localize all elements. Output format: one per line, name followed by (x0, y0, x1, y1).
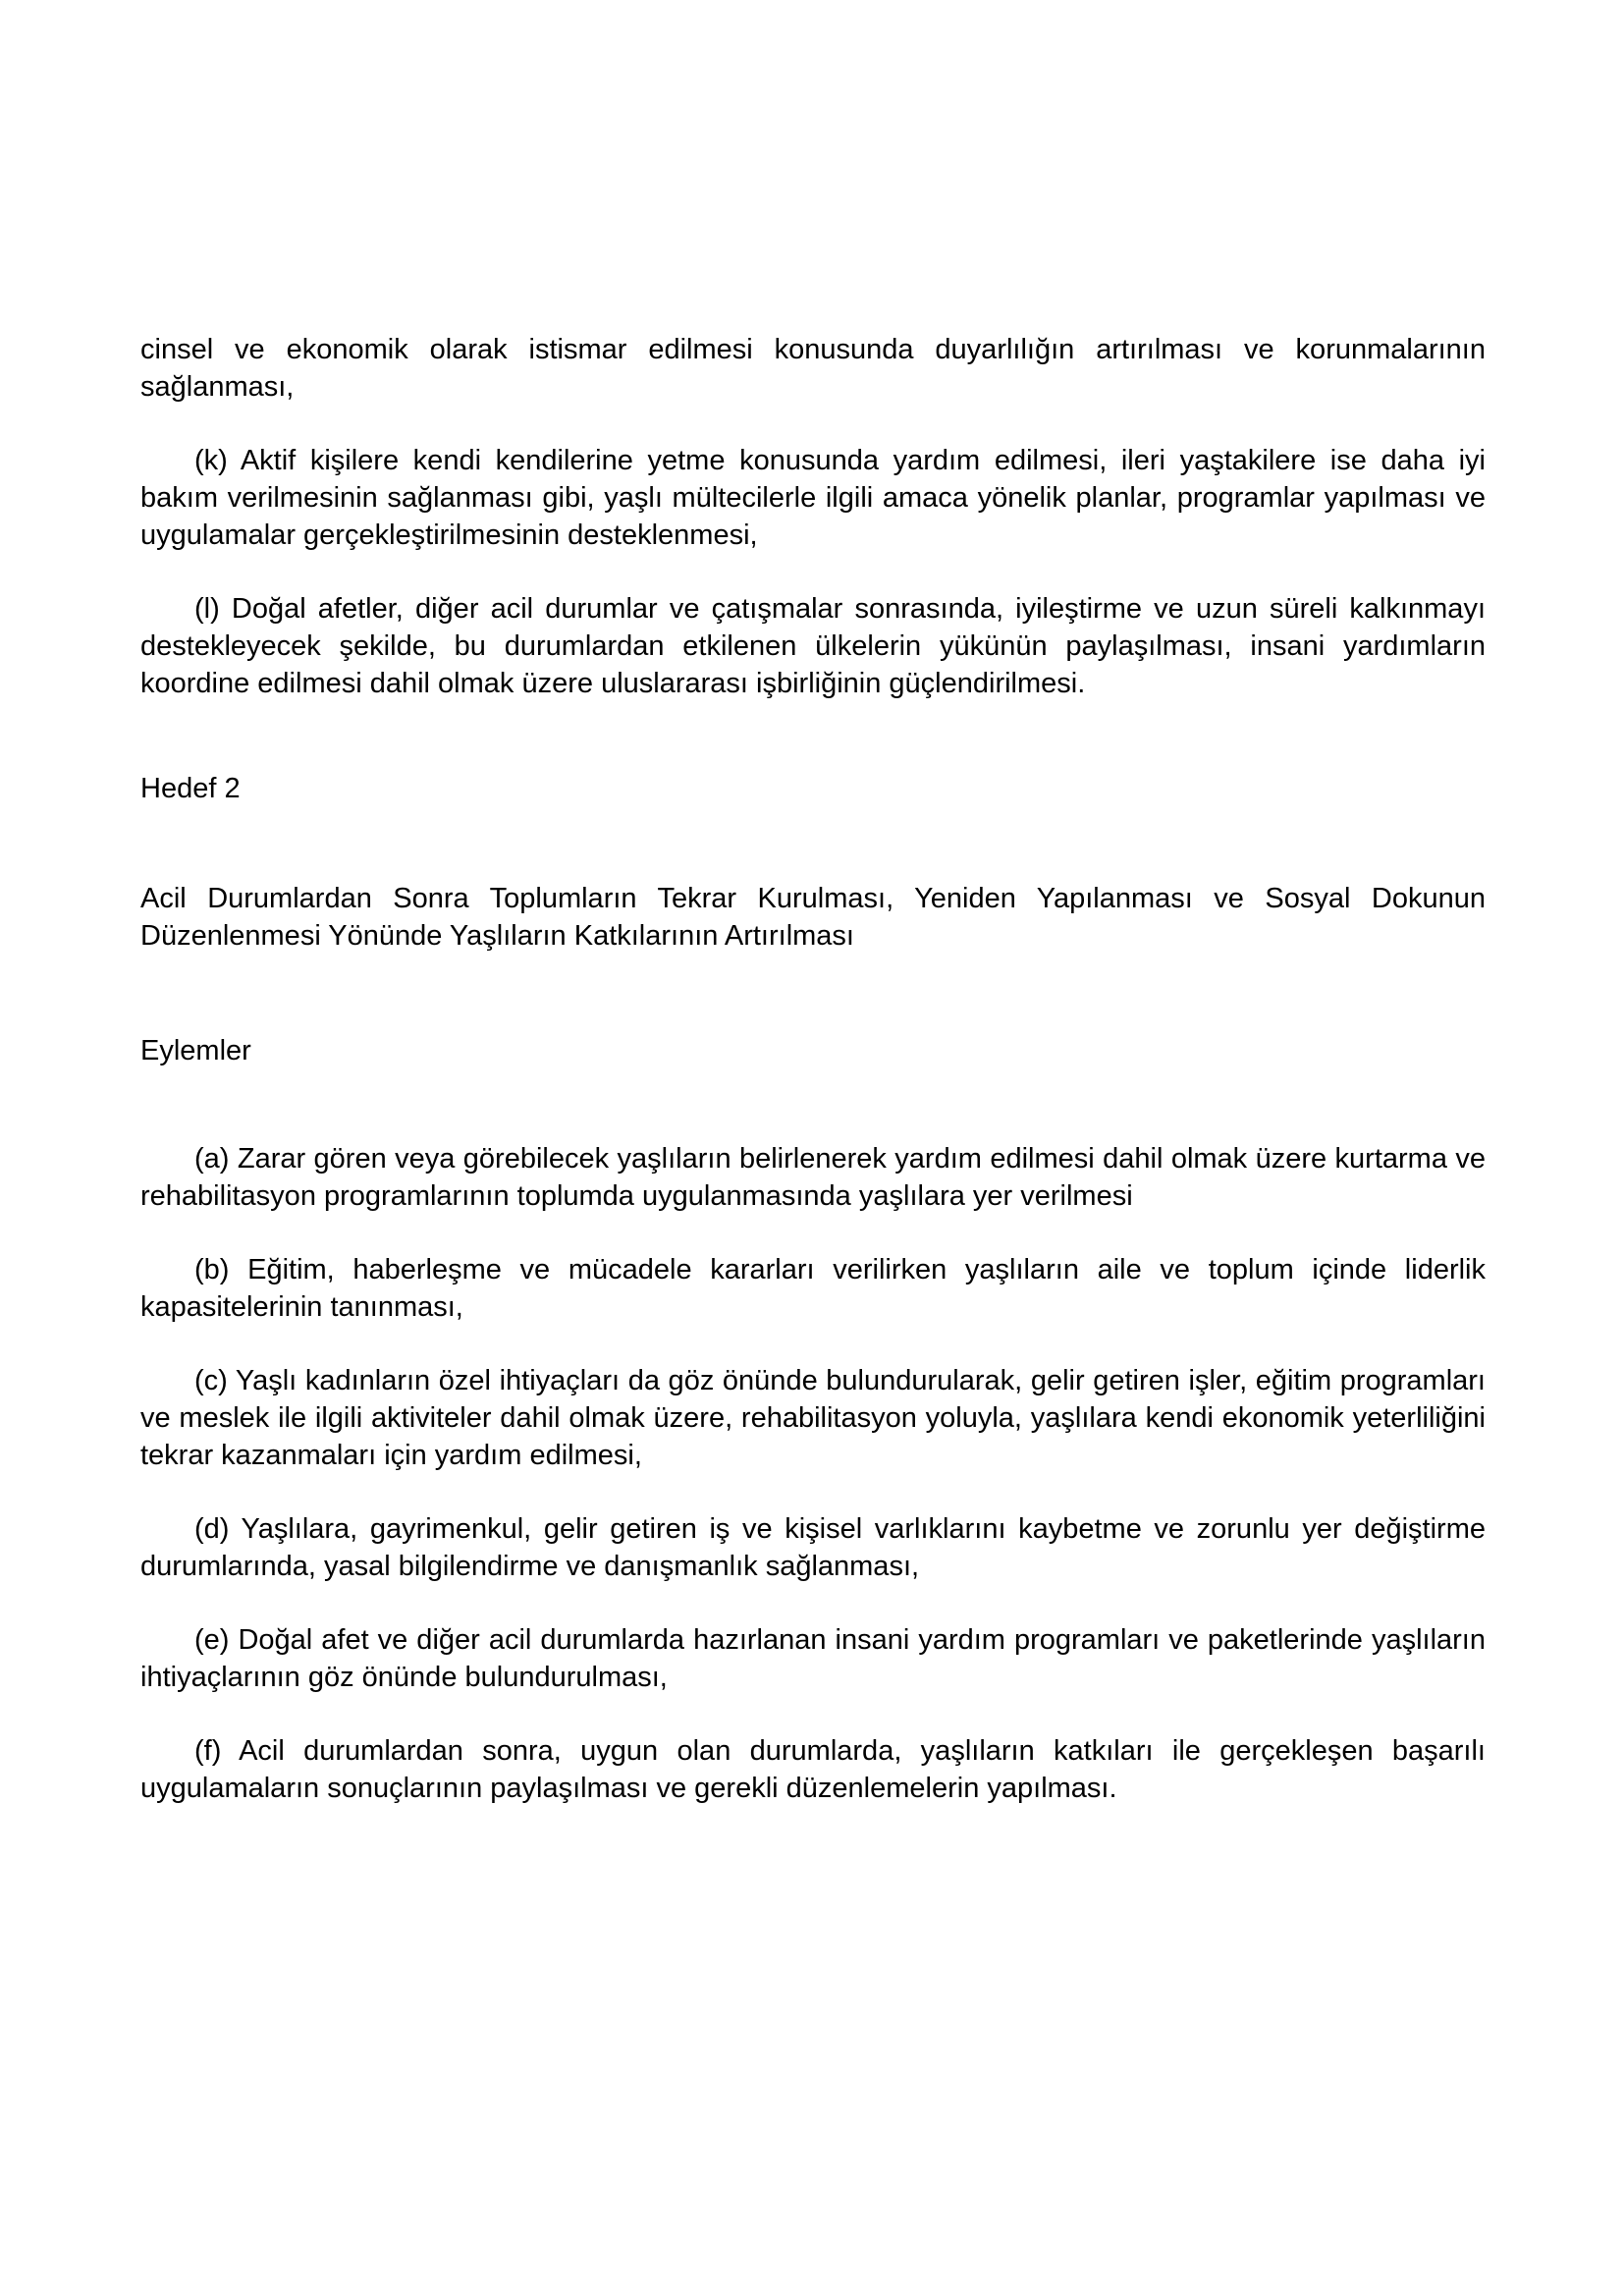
goal-heading: Hedef 2 (140, 773, 241, 804)
list-item-l: (l) Doğal afetler, diğer acil durumlar ve çatışmalar sonrasında, iyileştirme ve uzun süreli kalkınmayı destekleyecek şekilde, bu durumlardan etkilenen ülkelerin yükünün paylaşılması, insani yardımların koordine edilmesi dahil olmak üzere uluslararası işbirliğinin güçlendirilmesi. (140, 593, 1486, 699)
action-item-d: (d) Yaşlılara, gayrimenkul, gelir getiren iş ve kişisel varlıklarını kaybetme ve zorunlu yer değiştirme durumlarında, yasal bilgilendirme ve danışmanlık sağlanması, (140, 1513, 1486, 1582)
action-item-e: (e) Doğal afet ve diğer acil durumlarda hazırlanan insani yardım programları ve paketlerinde yaşlıların ihtiyaçlarının göz önünde bulundurulması, (140, 1624, 1486, 1693)
action-item-a: (a) Zarar gören veya görebilecek yaşlıların belirlenerek yardım edilmesi dahil olmak üzere kurtarma ve rehabilitasyon programlarının toplumda uygulanmasında yaşlılara yer verilmesi (140, 1143, 1486, 1212)
action-item-c: (c) Yaşlı kadınların özel ihtiyaçları da göz önünde bulundurularak, gelir getiren işler, eğitim programları ve meslek ile ilgili aktiviteler dahil olmak üzere, rehabilitasyon yoluyla, yaşlılara kendi ekonomik yeterliliğini tekrar kazanmaları için yardım edilmesi, (140, 1365, 1486, 1471)
goal-title: Acil Durumlardan Sonra Toplumların Tekrar Kurulması, Yeniden Yapılanması ve Sosyal Dokunun Düzenlenmesi Yönünde Yaşlıların Katkılarının Artırılması (140, 883, 1486, 952)
action-item-b: (b) Eğitim, haberleşme ve mücadele kararları verilirken yaşlıların aile ve toplum içinde liderlik kapasitelerinin tanınması, (140, 1254, 1486, 1323)
list-item-k: (k) Aktif kişilere kendi kendilerine yetme konusunda yardım edilmesi, ileri yaştakilere ise daha iyi bakım verilmesinin sağlanması gibi, yaşlı mültecilerle ilgili amaca yönelik planlar, programlar yapılması ve uygulamalar gerçekleştirilmesinin desteklenmesi, (140, 445, 1486, 551)
action-item-f: (f) Acil durumlardan sonra, uygun olan durumlarda, yaşlıların katkıları ile gerçekleşen başarılı uygulamaların sonuçlarının paylaşılması ve gerekli düzenlemelerin yapılması. (140, 1735, 1486, 1804)
actions-heading: Eylemler (140, 1035, 251, 1066)
document-content (140, 331, 1486, 1843)
paragraph-continuation: cinsel ve ekonomik olarak istismar edilmesi konusunda duyarlılığın artırılması ve korunmalarının sağlanması, (140, 334, 1486, 403)
